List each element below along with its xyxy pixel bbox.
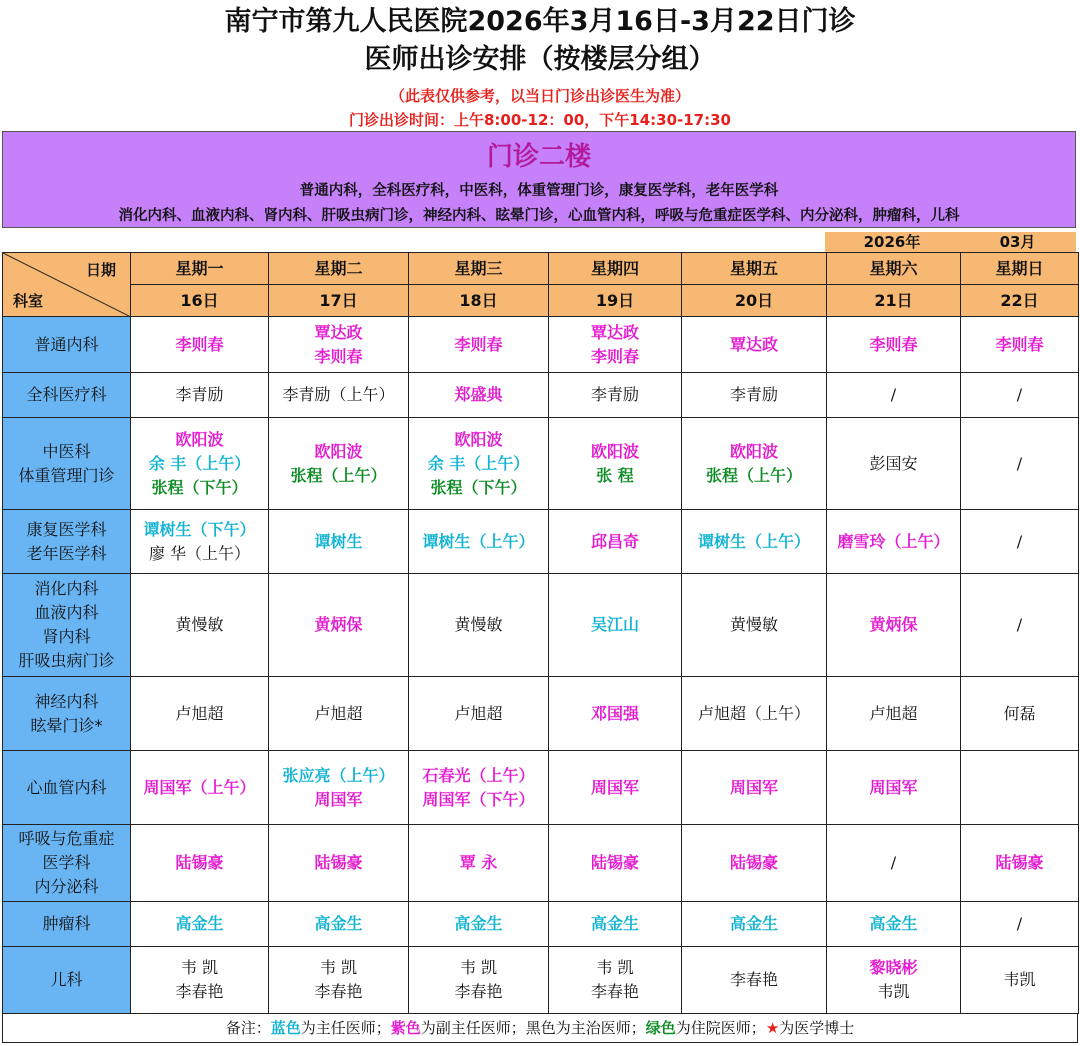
schedule-cell — [682, 825, 827, 902]
doctor-name: / — [1016, 615, 1023, 634]
table-row — [3, 510, 1079, 574]
doctor-name: 陆锡豪 — [314, 853, 363, 872]
schedule-cell — [409, 947, 549, 1014]
schedule-cell — [682, 317, 827, 373]
schedule-cell — [409, 317, 549, 373]
schedule-cell — [961, 418, 1079, 510]
doctor-name: 黄慢敏 — [729, 615, 778, 634]
doctor-name: 郑盛典 — [454, 385, 503, 404]
schedule-cell — [549, 677, 682, 751]
doctor-name: 卢旭超 — [175, 703, 224, 723]
weekday-header: 星期日 — [961, 253, 1079, 285]
date-header: 18日 — [409, 285, 549, 317]
doctor-name: 韦 凯 — [319, 958, 358, 977]
doctor-name: 周国军（上午） — [143, 777, 256, 797]
doctor-name: 高金生 — [454, 914, 503, 933]
doctor-name: 高金生 — [175, 914, 224, 933]
schedule-cell — [549, 751, 682, 825]
schedule-cell — [269, 677, 409, 751]
doctor-name: 周国军 — [869, 777, 918, 797]
doctor-name: 吴江山 — [590, 615, 639, 634]
schedule-cell — [961, 677, 1079, 751]
doctor-name: 谭树生（下午） — [143, 519, 256, 539]
doctor-name: 彭国安 — [869, 453, 918, 473]
doctor-name: 谭树生（上午） — [697, 531, 810, 551]
schedule-cell — [682, 902, 827, 947]
schedule-cell — [827, 677, 961, 751]
doctor-name: 李则春 — [590, 346, 639, 366]
table-row — [3, 751, 1079, 825]
department-name: 儿科 — [50, 970, 83, 989]
doctor-name: 黄炳保 — [314, 615, 363, 634]
schedule-cell — [827, 373, 961, 418]
doctor-name: 李则春 — [314, 346, 363, 366]
doctor-name: 张 程 — [596, 465, 634, 485]
doctor-name: 韦 凯 — [459, 958, 498, 977]
schedule-cell — [682, 751, 827, 825]
schedule-cell — [131, 902, 269, 947]
doctor-name: 张程（上午） — [290, 465, 387, 485]
doctor-name: 黄慢敏 — [175, 615, 224, 634]
department-cell — [3, 510, 131, 574]
schedule-cell — [131, 510, 269, 574]
schedule-cell — [131, 751, 269, 825]
schedule-cell — [961, 317, 1079, 373]
schedule-cell — [409, 825, 549, 902]
department-name: 全科医疗科 — [26, 385, 107, 404]
weekday-header-row — [3, 253, 1079, 285]
reference-note: （此表仅供参考，以当日门诊出诊医生为准） — [389, 87, 690, 105]
doctor-name: 欧阳波 — [314, 441, 363, 461]
doctor-name: 欧阳波 — [454, 429, 503, 449]
schedule-cell — [549, 947, 682, 1014]
legend-purple-text: 为副主任医师；黑色为主治医师； — [420, 1019, 646, 1037]
legend-star-text: 为医学博士 — [779, 1019, 855, 1037]
department-cell — [3, 751, 131, 825]
schedule-cell — [961, 574, 1079, 677]
department-name: 肿瘤科 — [42, 914, 91, 933]
schedule-cell — [961, 825, 1079, 902]
doctor-name: 张程（下午） — [430, 477, 527, 497]
schedule-cell — [409, 373, 549, 418]
weekday-header: 星期一 — [131, 253, 269, 285]
schedule-cell — [549, 418, 682, 510]
department-name: 体重管理门诊 — [18, 465, 115, 485]
schedule-cell — [682, 947, 827, 1014]
schedule-cell — [269, 418, 409, 510]
doctor-name: 覃达政 — [590, 322, 639, 342]
department-name: 呼吸与危重症 — [18, 829, 115, 848]
schedule-cell — [549, 373, 682, 418]
doctor-name: 张应亮（上午） — [282, 765, 395, 785]
schedule-cell — [682, 418, 827, 510]
doctor-name: 邱昌奇 — [590, 531, 639, 551]
doctor-name: 廖 华（上午） — [148, 543, 251, 563]
page-title: 南宁市第九人民医院2026年3月16日-3月22日门诊 — [224, 6, 856, 37]
schedule-cell — [827, 751, 961, 825]
legend-footer — [2, 1013, 1078, 1043]
schedule-cell — [409, 751, 549, 825]
schedule-cell — [961, 373, 1079, 418]
floor-title: 门诊二楼 — [486, 142, 591, 172]
department-name: 内分泌科 — [34, 877, 99, 896]
schedule-cell — [549, 317, 682, 373]
schedule-cell — [549, 902, 682, 947]
department-name: 老年医学科 — [26, 543, 107, 563]
schedule-cell — [961, 510, 1079, 574]
table-row — [3, 373, 1079, 418]
schedule-cell — [269, 902, 409, 947]
floor-banner — [2, 131, 1076, 228]
schedule-cell — [269, 825, 409, 902]
department-cell — [3, 902, 131, 947]
doctor-name: 李则春 — [454, 334, 503, 354]
schedule-cell — [549, 825, 682, 902]
doctor-name: 周国军 — [729, 777, 778, 797]
date-header: 21日 — [827, 285, 961, 317]
doctor-name: 邓国强 — [590, 703, 639, 723]
weekday-header: 星期五 — [682, 253, 827, 285]
doctor-name: 李春艳 — [590, 982, 639, 1001]
doctor-name: 陆锡豪 — [175, 853, 224, 872]
table-row — [3, 947, 1079, 1014]
department-name: 血液内科 — [34, 603, 99, 622]
schedule-cell — [409, 418, 549, 510]
doctor-name: 周国军 — [590, 777, 639, 797]
doctor-name: / — [890, 853, 897, 872]
schedule-cell — [827, 510, 961, 574]
doctor-name: 李则春 — [869, 334, 918, 354]
department-name: 中医科 — [42, 441, 91, 461]
date-header: 22日 — [961, 285, 1079, 317]
schedule-cell — [131, 947, 269, 1014]
department-name: 普通内科 — [34, 334, 99, 354]
doctor-name: 覃 永 — [459, 853, 498, 872]
doctor-name: 陆锡豪 — [729, 853, 778, 872]
schedule-cell — [131, 574, 269, 677]
doctor-name: 韦 凯 — [180, 958, 219, 977]
legend-green-word: 绿色 — [645, 1019, 676, 1037]
doctor-name: 欧阳波 — [729, 441, 778, 461]
doctor-name: 张程（下午） — [151, 477, 248, 497]
doctor-name: 韦凯 — [1003, 970, 1036, 989]
schedule-cell — [961, 947, 1079, 1014]
date-header: 17日 — [269, 285, 409, 317]
calendar-year: 2026年 — [825, 232, 959, 252]
table-row — [3, 418, 1079, 510]
doctor-name: 张程（上午） — [705, 465, 802, 485]
doctor-name: 李春艳 — [729, 970, 778, 989]
doctor-name: 李青励 — [590, 385, 639, 404]
schedule-cell — [682, 574, 827, 677]
department-name: 心血管内科 — [26, 777, 107, 797]
department-name: 神经内科 — [34, 691, 99, 711]
header-corner — [3, 253, 131, 317]
schedule-cell — [682, 510, 827, 574]
schedule-cell — [827, 902, 961, 947]
doctor-name: 李春艳 — [175, 982, 224, 1001]
doctor-name: 高金生 — [590, 914, 639, 933]
doctor-name: 谭树生（上午） — [422, 531, 535, 551]
doctor-name: 周国军（下午） — [422, 789, 535, 809]
doctor-name: 卢旭超 — [869, 703, 918, 723]
doctor-name: 黄炳保 — [869, 615, 918, 634]
legend-blue-word: 蓝色 — [270, 1019, 301, 1037]
schedule-cell — [269, 574, 409, 677]
doctor-name: 石春光（上午） — [422, 765, 535, 785]
doctor-name: 李春艳 — [454, 982, 503, 1001]
department-cell — [3, 373, 131, 418]
table-row — [3, 825, 1079, 902]
schedule-cell — [549, 574, 682, 677]
schedule-cell — [269, 510, 409, 574]
doctor-name: 欧阳波 — [590, 441, 639, 461]
schedule-cell — [269, 947, 409, 1014]
doctor-name: 李青励 — [175, 385, 224, 404]
date-header: 16日 — [131, 285, 269, 317]
star-icon: ★ — [765, 1019, 780, 1037]
schedule-table — [2, 252, 1079, 1014]
doctor-name: 韦凯 — [877, 982, 910, 1001]
doctor-name: 高金生 — [729, 914, 778, 933]
table-row — [3, 317, 1079, 373]
doctor-name: / — [890, 385, 897, 404]
calendar-month: 03月 — [959, 232, 1076, 252]
schedule-cell — [827, 418, 961, 510]
hours-note: 门诊出诊时间：上午8:00-12：00，下午14:30-17:30 — [348, 111, 731, 129]
schedule-cell — [269, 373, 409, 418]
floor-departments-line1: 普通内科，全科医疗科，中医科，体重管理门诊，康复医学科，老年医学科 — [299, 183, 779, 199]
department-cell — [3, 677, 131, 751]
table-row — [3, 677, 1079, 751]
schedule-cell — [131, 317, 269, 373]
doctor-name: 卢旭超（上午） — [697, 703, 810, 723]
doctor-name: 李则春 — [175, 334, 224, 354]
doctor-name: 磨雪玲（上午） — [837, 531, 950, 551]
doctor-name: 余 丰（上午） — [427, 453, 530, 473]
doctor-name: 李春艳 — [314, 982, 363, 1001]
date-header-row — [3, 285, 1079, 317]
weekday-header: 星期三 — [409, 253, 549, 285]
legend-prefix: 备注： — [225, 1019, 271, 1037]
date-header: 20日 — [682, 285, 827, 317]
schedule-cell — [827, 317, 961, 373]
doctor-name: 李青励（上午） — [282, 385, 395, 404]
department-cell — [3, 418, 131, 510]
doctor-name: 谭树生 — [314, 531, 363, 551]
schedule-cell — [827, 947, 961, 1014]
doctor-name: 卢旭超 — [314, 703, 363, 723]
weekday-header: 星期二 — [269, 253, 409, 285]
doctor-name: 欧阳波 — [175, 429, 224, 449]
doctor-name: / — [1016, 914, 1023, 933]
doctor-name: 高金生 — [314, 914, 363, 933]
floor-departments-line2: 消化内科、血液内科、肾内科、肝吸虫病门诊，神经内科、眩晕门诊，心血管内科，呼吸与危重症医学科、内分泌科，肿瘤科，儿科 — [118, 208, 960, 224]
schedule-cell — [131, 418, 269, 510]
schedule-cell — [131, 677, 269, 751]
date-header: 19日 — [549, 285, 682, 317]
doctor-name: 覃达政 — [729, 334, 778, 354]
doctor-name: 余 丰（上午） — [148, 453, 251, 473]
schedule-cell — [269, 751, 409, 825]
doctor-name: / — [1016, 453, 1023, 473]
doctor-name: 韦 凯 — [596, 958, 634, 977]
doctor-name: 周国军 — [314, 789, 363, 809]
department-cell — [3, 574, 131, 677]
doctor-name: / — [1016, 531, 1023, 551]
schedule-cell — [409, 574, 549, 677]
table-row — [3, 574, 1079, 677]
legend-purple-word: 紫色 — [390, 1019, 421, 1037]
doctor-name: 卢旭超 — [454, 703, 503, 723]
weekday-header: 星期六 — [827, 253, 961, 285]
schedule-cell — [409, 902, 549, 947]
doctor-name: 黎晓彬 — [869, 958, 918, 977]
schedule-cell — [131, 825, 269, 902]
doctor-name: 陆锡豪 — [995, 853, 1044, 872]
department-name: 康复医学科 — [26, 519, 107, 539]
schedule-cell — [269, 317, 409, 373]
corner-date-label: 日期 — [85, 261, 116, 279]
schedule-cell — [549, 510, 682, 574]
doctor-name: 陆锡豪 — [590, 853, 639, 872]
page-subtitle: 医师出诊安排（按楼层分组） — [364, 44, 716, 75]
corner-dept-label: 科室 — [13, 292, 44, 310]
doctor-name: 李则春 — [995, 334, 1044, 354]
doctor-name: 何磊 — [1003, 703, 1036, 723]
schedule-cell — [827, 574, 961, 677]
department-cell — [3, 317, 131, 373]
schedule-cell — [827, 825, 961, 902]
weekday-header: 星期四 — [549, 253, 682, 285]
doctor-name: 黄慢敏 — [454, 615, 503, 634]
department-name: 眩晕门诊* — [30, 715, 103, 735]
department-name: 肾内科 — [42, 627, 91, 646]
schedule-cell — [961, 902, 1079, 947]
department-name: 医学科 — [42, 853, 91, 872]
schedule-cell — [409, 510, 549, 574]
department-name: 肝吸虫病门诊 — [18, 651, 115, 670]
schedule-cell — [131, 373, 269, 418]
schedule-cell — [682, 677, 827, 751]
doctor-name: / — [1016, 385, 1023, 404]
doctor-name: 李青励 — [729, 385, 778, 404]
doctor-name: 覃达政 — [314, 322, 363, 342]
table-row — [3, 902, 1079, 947]
department-cell — [3, 947, 131, 1014]
legend-green-text: 为住院医师； — [675, 1019, 766, 1037]
department-cell — [3, 825, 131, 902]
legend-blue-text: 为主任医师； — [300, 1019, 391, 1037]
schedule-cell — [961, 751, 1079, 825]
department-name: 消化内科 — [34, 579, 99, 598]
doctor-name: 高金生 — [869, 914, 918, 933]
schedule-cell — [409, 677, 549, 751]
schedule-cell — [682, 373, 827, 418]
